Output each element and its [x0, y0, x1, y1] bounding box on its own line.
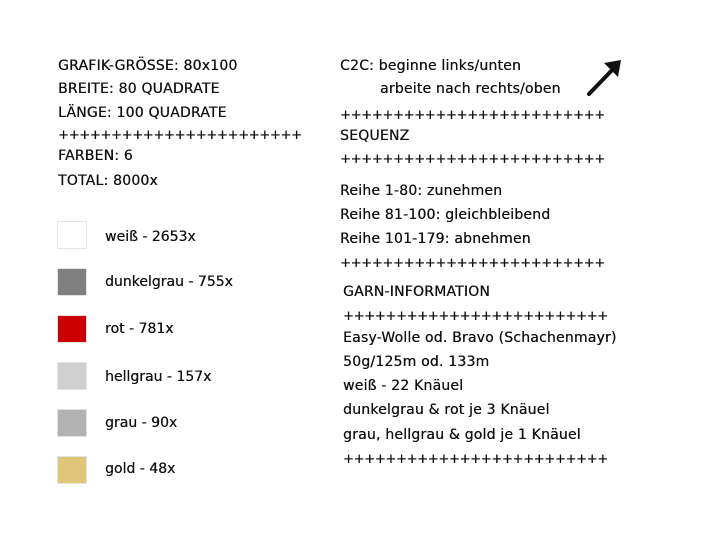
row-rule-3: Reihe 101-179: abnehmen: [340, 231, 531, 247]
separator-right-3: +++++++++++++++++++++++++: [340, 256, 605, 271]
legend-label-gold: gold - 48x: [105, 461, 176, 477]
legend-label-red: rot - 781x: [105, 321, 174, 337]
graphic-size-text: GRAFIK-GRÖSSE: 80x100: [58, 58, 238, 74]
yarn-darkgray-red-text: dunkelgrau & rot je 3 Knäuel: [343, 402, 550, 418]
swatch-gold: [57, 456, 87, 484]
width-text: BREITE: 80 QUADRATE: [58, 81, 220, 97]
c2c-direction-text: arbeite nach rechts/oben: [380, 81, 561, 97]
swatch-red: [57, 315, 87, 343]
separator-right-4: +++++++++++++++++++++++++: [343, 309, 608, 324]
legend-label-white: weiß - 2653x: [105, 229, 196, 245]
row-rule-2: Reihe 81-100: gleichbleibend: [340, 207, 551, 223]
swatch-white: [57, 221, 87, 249]
separator-right-5: +++++++++++++++++++++++++: [343, 452, 608, 467]
yarn-brand-text: Easy-Wolle od. Bravo (Schachenmayr): [343, 330, 617, 346]
separator-left: +++++++++++++++++++++++: [58, 128, 302, 143]
yarn-white-text: weiß - 22 Knäuel: [343, 378, 464, 394]
length-text: LÄNGE: 100 QUADRATE: [58, 105, 227, 121]
legend-label-gray: grau - 90x: [105, 415, 178, 431]
c2c-start-text: C2C: beginne links/unten: [340, 58, 522, 74]
swatch-light-gray: [57, 362, 87, 390]
sequenz-heading: SEQUENZ: [340, 128, 410, 144]
swatch-dark-gray: [57, 268, 87, 296]
total-text: TOTAL: 8000x: [58, 173, 158, 189]
swatch-gray: [57, 409, 87, 437]
colors-count-text: FARBEN: 6: [58, 148, 133, 164]
separator-right-1: +++++++++++++++++++++++++: [340, 108, 605, 123]
garn-heading: GARN-INFORMATION: [343, 284, 491, 300]
yarn-weight-text: 50g/125m od. 133m: [343, 354, 490, 370]
legend-label-dark-gray: dunkelgrau - 755x: [105, 274, 233, 290]
legend-label-light-gray: hellgrau - 157x: [105, 369, 212, 385]
arrow-up-right-icon: [586, 57, 624, 97]
separator-right-2: +++++++++++++++++++++++++: [340, 152, 605, 167]
row-rule-1: Reihe 1-80: zunehmen: [340, 183, 503, 199]
yarn-gray-lightgray-gold-text: grau, hellgrau & gold je 1 Knäuel: [343, 427, 581, 443]
